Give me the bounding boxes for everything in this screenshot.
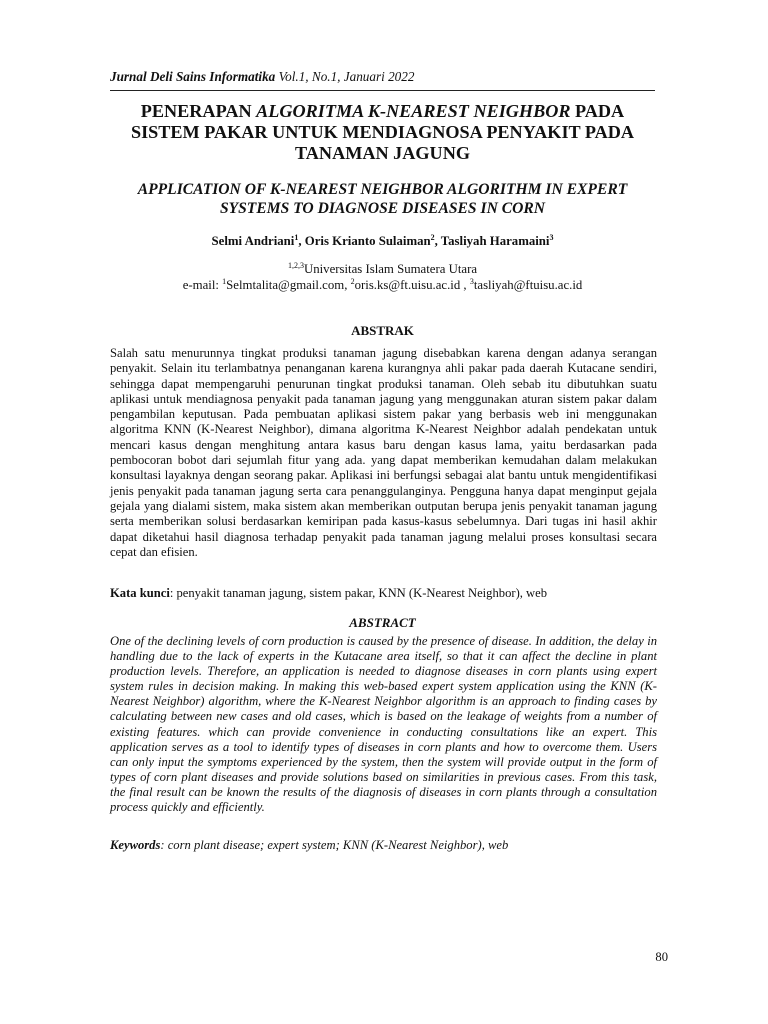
kata-kunci-text: : penyakit tanaman jagung, sistem pakar, KNN (K-Nearest Neighbor), web [169, 586, 548, 600]
header-rule [110, 90, 655, 91]
author-sup: 2 [430, 233, 435, 242]
running-header [110, 69, 655, 85]
kata-kunci-label: Kata kunci [110, 586, 170, 600]
affiliation-name: Universitas Islam Sumatera Utara [303, 262, 478, 276]
abstract-body: One of the declining levels of corn production is caused by the presence of disease. In addition, the delay in handling due to the lack of experts in the Kutacane area itself, so that it can affect the decline in plant production levels. Therefore, an application is needed to diagnose diseases in corn plants using expert system rules in decision making. In making this web-based expert system application using the KNN (K-Nearest Neighbor) algorithm, where the K-Nearest Neighbor algorithm is an approach to finding cases by calculating between new cases and old cases, which is based on the leakage of weights from a number of existing features. which can provide convenience in conducting consultations like an expert. This application serves as a tool to identify types of diseases in corn plants and how to overcome them. Users can only input the symptoms experienced by the system, then the system will provide output in the form of types of corn plant diseases and provide solutions based on similarities in previous cases. From this task, the final result can be known the results of the diagnosis of diseases in corn plants through a consultation process quickly and efficiently. [110, 634, 657, 815]
email-address[interactable]: tasliyah@ftuisu.ac.id [473, 278, 583, 292]
email-address[interactable]: oris.ks@ft.uisu.ac.id [354, 278, 461, 292]
title-english: APPLICATION OF K-NEAREST NEIGHBOR ALGORITHM IN EXPERT SYSTEMS TO DIAGNOSE DISEASES IN CORN [137, 181, 628, 217]
author-name: Selmi Andriani [211, 234, 295, 248]
author-name: Tasliyah Haramaini [440, 234, 550, 248]
email-sup: 2 [350, 277, 355, 286]
keywords [110, 838, 657, 853]
email-sep: , [344, 278, 351, 292]
email-address[interactable]: Selmtalita@gmail.com [226, 278, 345, 292]
kata-kunci [110, 586, 657, 601]
author-list [110, 233, 655, 249]
email-label: e-mail: [182, 278, 223, 292]
journal-issue: Vol.1, No.1, Januari 2022 [275, 69, 415, 84]
keywords-label: Keywords [110, 838, 161, 852]
title-id-part1: PENERAPAN [140, 101, 257, 121]
author-sep: , [434, 234, 441, 248]
author-sup: 3 [549, 233, 554, 242]
email-sep: , [460, 278, 470, 292]
abstract-heading: ABSTRACT [349, 615, 416, 630]
email-line [110, 277, 655, 293]
keywords-text: : corn plant disease; expert system; KNN (K-Nearest Neighbor), web [160, 838, 509, 852]
page-number: 80 [655, 950, 668, 964]
title-indonesian [110, 101, 655, 164]
email-sup: 1 [222, 277, 227, 286]
abstrak-heading: ABSTRAK [351, 323, 414, 338]
author-sup: 1 [294, 233, 299, 242]
title-id-italic-part: ALGORITMA K-NEAREST NEIGHBOR [256, 101, 571, 121]
journal-name: Jurnal Deli Sains Informatika [110, 69, 276, 84]
abstrak-body: Salah satu menurunnya tingkat produksi tanaman jagung disebabkan karena dengan adanya serangan penyakit. Selain itu terlambatnya penanganan karena kurangnya ahli pakar pada daerah Kutacane sendiri, sehingga dapat mempengaruhi penurunan tingkat produksi tanaman. Oleh sebab itu dibutuhkan suatu aplikasi untuk mendiagnosa penyakit pada tanaman jagung yang menggunakan aturan sistem pakar dalam pengambilan keputusan. Pada pembuatan aplikasi sistem pakar yang berbasis web ini menggunakan algoritma KNN (K-Nearest Neighbor), dimana algoritma K-Nearest Neighbor adalah pendekatan untuk mencari kasus dengan menghitung antara kasus baru dengan kasus lama, yaitu berdasarkan pada pembocoran bobot dari sejumlah fitur yang ada. yang dapat memberikan kemudahan dalam melakukan konsultasi layaknya dengan seorang pakar. Aplikasi ini berfungsi sebagai alat bantu untuk mengidentifikasi jenis penyakit pada tanaman jagung serta cara penanggulanginya. Pengguna hanya dapat menginput gejala gejala yang dialami sistem, maka sistem akan memberikan outputan berupa jenis penyakit tanaman jagung serta memberikan solusi berdasarkan kemiripan pada kasus-kasus sebelumnya. Dari tugas ini hasil akhir dapat diketahui hasil diagnosa terhadap penyakit pada tanaman jagung melalui proses konsultasi secara cepat dan efisien. [110, 346, 657, 559]
affiliation-sup: 1,2,3 [287, 261, 304, 270]
affiliation-line [110, 261, 655, 277]
author-sep: , [298, 234, 305, 248]
affiliation-block [110, 261, 655, 293]
email-sup: 3 [469, 277, 474, 286]
title-id-part3: PADA SISTEM PAKAR UNTUK MENDIAGNOSA PENYAKIT PADA TANAMAN JAGUNG [130, 101, 635, 163]
author-name: Oris Krianto Sulaiman [304, 234, 431, 248]
